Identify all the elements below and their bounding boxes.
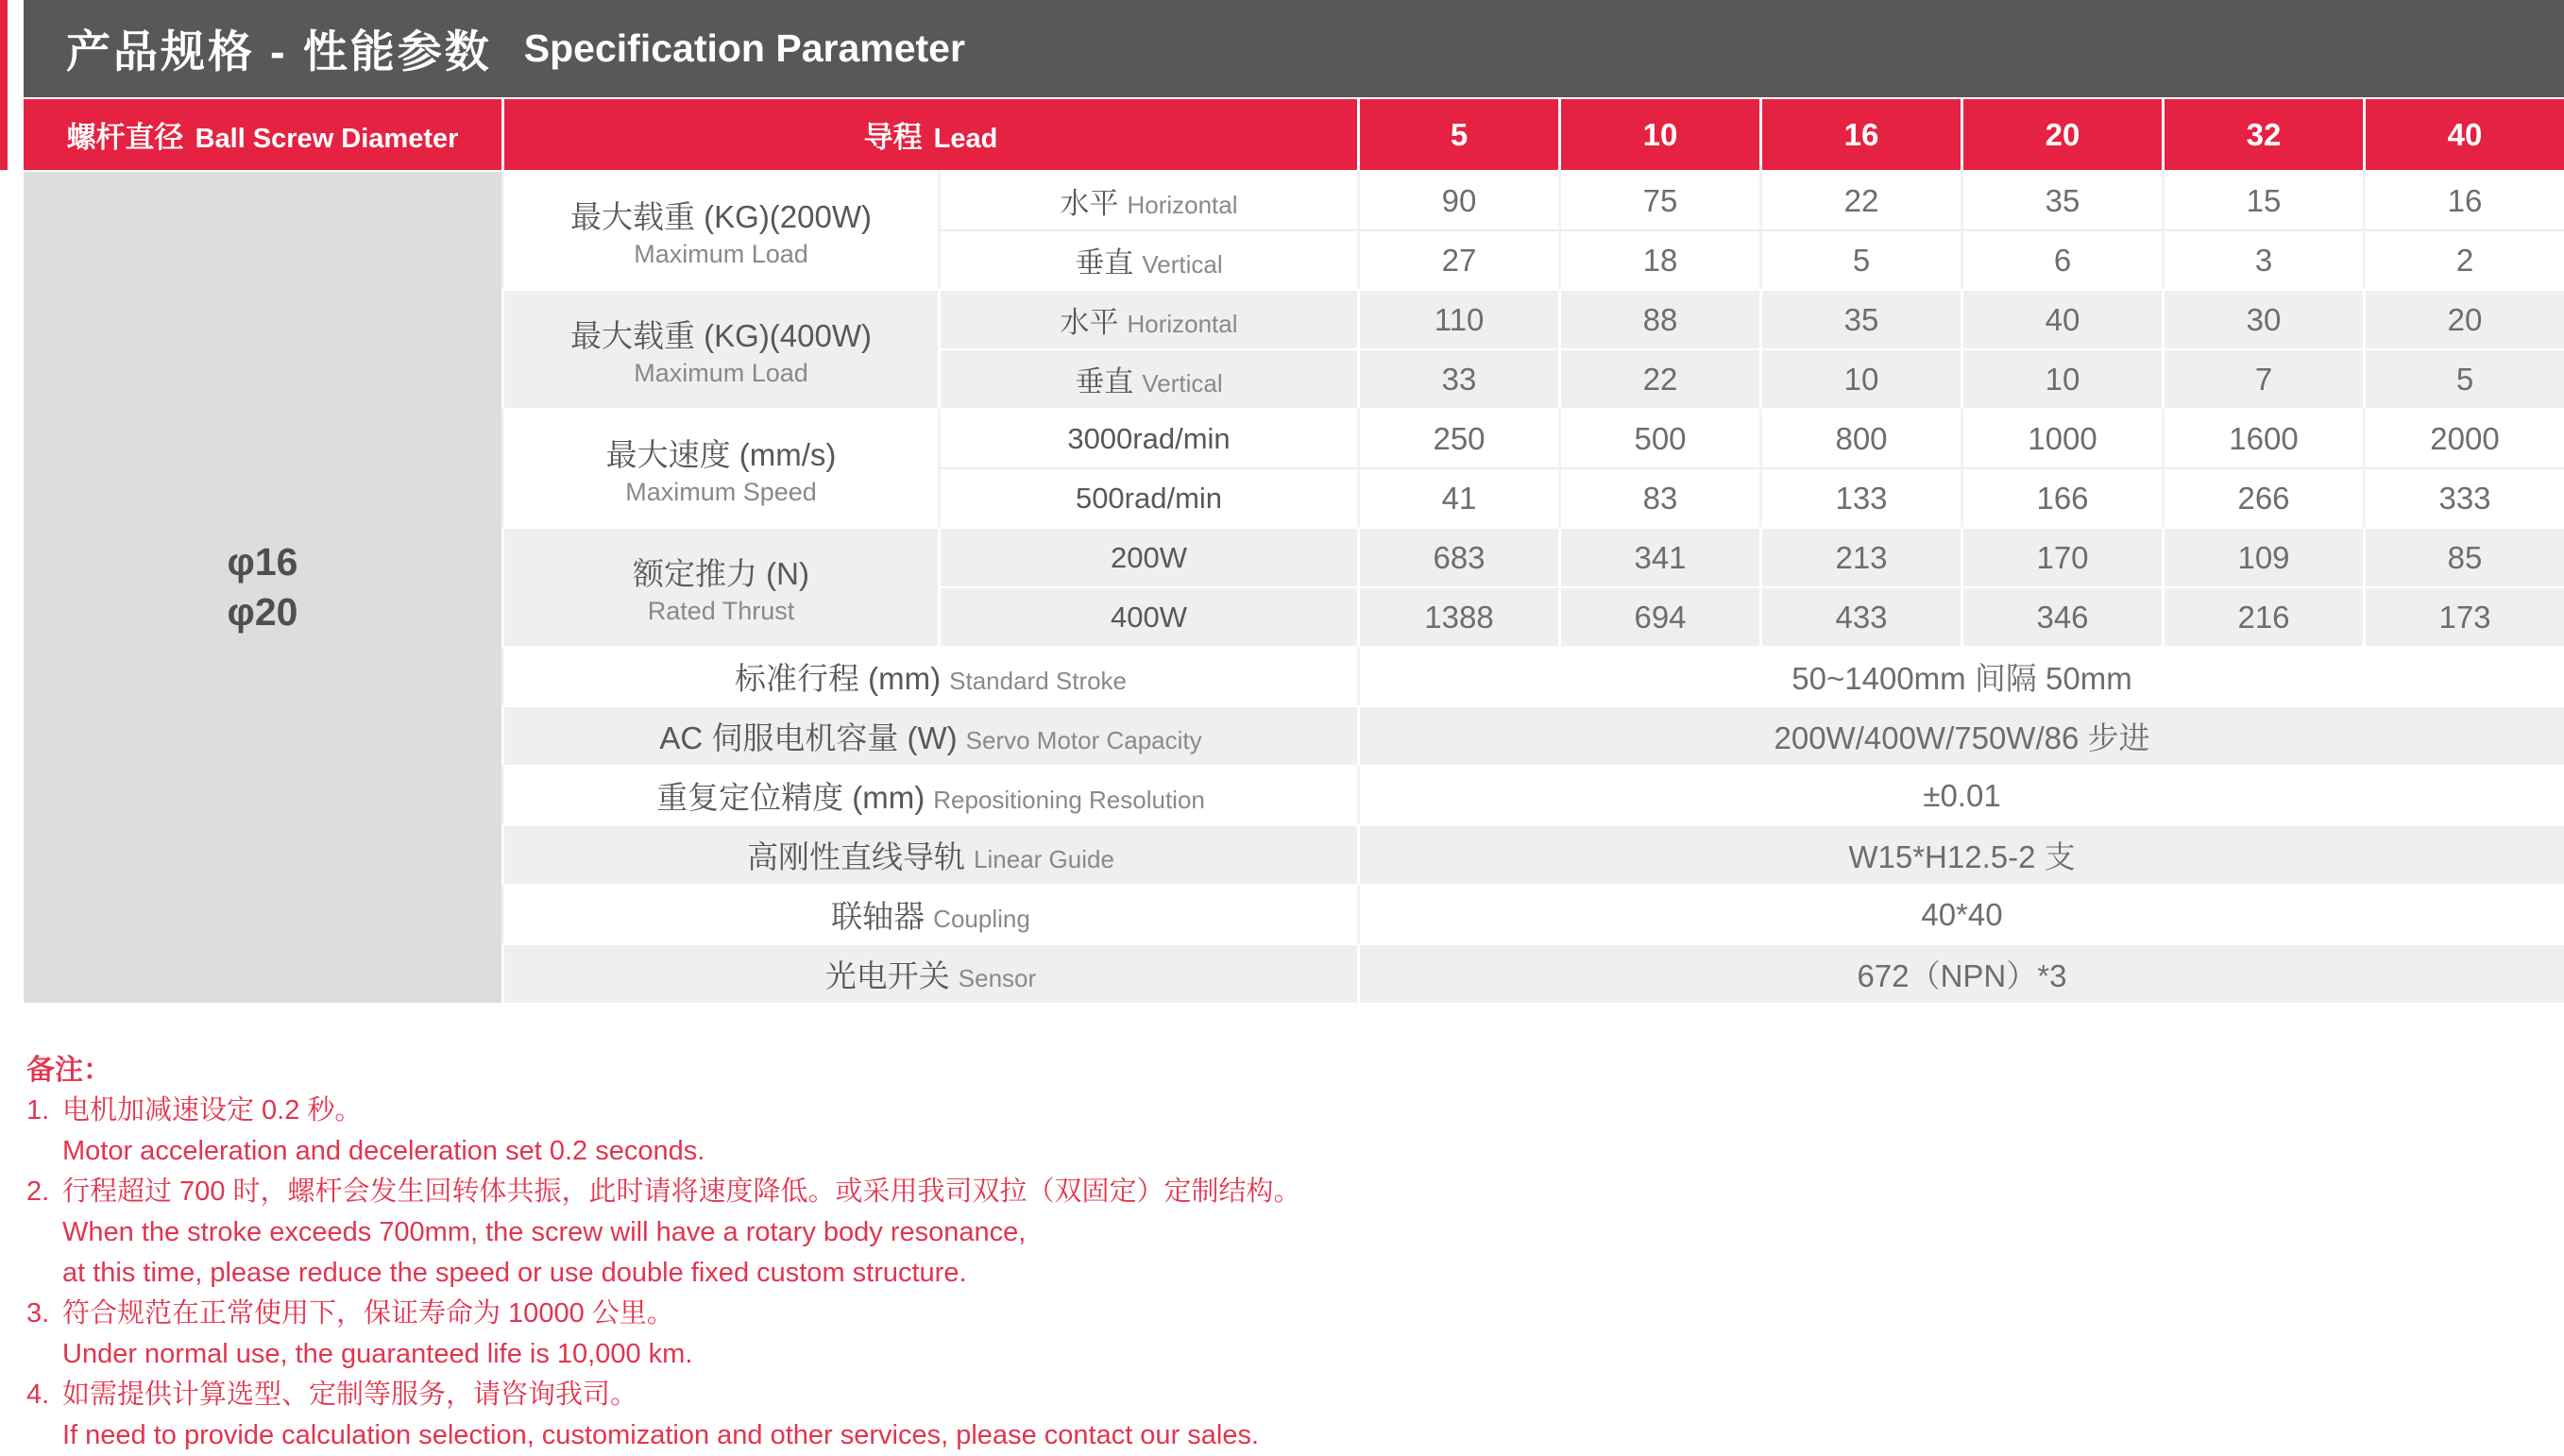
value-cell: 18 <box>1558 229 1759 289</box>
value-cell: 5 <box>2363 348 2564 408</box>
header-diameter-zh: 螺杆直径 <box>66 121 184 154</box>
merged-value-cell: ±0.01 <box>1357 765 2564 824</box>
lead-col-header: 5 <box>1357 99 1558 170</box>
sub-label-zh: 水平 <box>1060 187 1119 220</box>
group-label-cell <box>501 408 938 527</box>
merged-label-en: Standard Stroke <box>949 667 1128 695</box>
sub-label-en: Horizontal <box>1127 310 1238 338</box>
merged-value-cell: 40*40 <box>1357 884 2564 943</box>
value-cell: 35 <box>1961 170 2162 229</box>
sub-label-cell <box>938 170 1357 229</box>
merged-label-cell <box>501 884 1357 943</box>
note-line-zh: 电机加减速设定 0.2 秒。 <box>62 1095 363 1126</box>
value-cell: 22 <box>1759 170 1961 229</box>
value-cell: 2000 <box>2363 408 2564 467</box>
note-number: 1. <box>26 1095 50 1126</box>
value-cell: 333 <box>2363 467 2564 527</box>
note-number: 4. <box>26 1380 50 1410</box>
value-cell: 41 <box>1357 467 1558 527</box>
value-cell: 800 <box>1759 408 1961 467</box>
lead-col-header: 10 <box>1558 99 1759 170</box>
note-body <box>62 1091 2564 1172</box>
table-header-row <box>24 99 2564 170</box>
group-label-cell <box>501 527 938 646</box>
sub-label-zh: 500rad/min <box>1075 481 1223 515</box>
sub-label-zh: 3000rad/min <box>1067 421 1231 455</box>
value-cell: 20 <box>2363 289 2564 348</box>
value-cell: 10 <box>1759 348 1961 408</box>
note-body <box>62 1294 2564 1375</box>
merged-label-zh: 光电开关 <box>824 958 950 993</box>
diameter-value: φ20 <box>227 590 298 634</box>
note-line-en: at this time, please reduce the speed or use double fixed custom structure. <box>62 1258 967 1288</box>
merged-label-en: Repositioning Resolution <box>933 786 1205 814</box>
value-cell: 346 <box>1961 586 2162 646</box>
header-diameter-en: Ball Screw Diameter <box>195 124 459 154</box>
value-cell: 433 <box>1759 586 1961 646</box>
value-cell: 266 <box>2162 467 2363 527</box>
note-line-en: Under normal use, the guaranteed life is 10,000 km. <box>62 1339 693 1369</box>
notes-section <box>26 1050 2564 1456</box>
note-item <box>26 1091 2564 1172</box>
group-label-en: Maximum Speed <box>625 477 817 506</box>
value-cell: 173 <box>2363 586 2564 646</box>
value-cell: 15 <box>2162 170 2363 229</box>
merged-label-zh: 高刚性直线导轨 <box>747 839 966 874</box>
value-cell: 109 <box>2162 527 2363 586</box>
value-cell: 30 <box>2162 289 2363 348</box>
spec-row <box>24 170 2564 229</box>
value-cell: 683 <box>1357 527 1558 586</box>
value-cell: 5 <box>1759 229 1961 289</box>
value-cell: 22 <box>1558 348 1759 408</box>
group-label-en: Maximum Load <box>634 239 808 268</box>
value-cell: 88 <box>1558 289 1759 348</box>
sub-label-cell <box>938 527 1357 586</box>
group-label-zh: 最大速度 (mm/s) <box>605 436 837 472</box>
value-cell: 1388 <box>1357 586 1558 646</box>
value-cell: 7 <box>2162 348 2363 408</box>
value-cell: 133 <box>1759 467 1961 527</box>
note-line-zh: 行程超过 700 时，螺杆会发生回转体共振，此时请将速度降低。或采用我司双拉（双固定）定制结构。 <box>62 1177 1301 1207</box>
diameter-value: φ16 <box>227 539 298 584</box>
sub-label-en: Vertical <box>1142 250 1223 279</box>
value-cell: 3 <box>2162 229 2363 289</box>
value-cell: 216 <box>2162 586 2363 646</box>
merged-label-cell <box>501 824 1357 884</box>
merged-value-cell: 200W/400W/750W/86 步进 <box>1357 705 2564 765</box>
merged-value-cell: W15*H12.5-2 支 <box>1357 824 2564 884</box>
merged-label-zh: AC 伺服电机容量 (W) <box>659 720 958 755</box>
value-cell: 250 <box>1357 408 1558 467</box>
note-line-en: When the stroke exceeds 700mm, the screw will have a rotary body resonance, <box>62 1217 1027 1247</box>
merged-label-cell <box>501 705 1357 765</box>
sub-label-cell <box>938 229 1357 289</box>
merged-value-cell: 672（NPN）*3 <box>1357 943 2564 1003</box>
group-label-zh: 最大载重 (KG)(400W) <box>569 317 872 353</box>
left-accent-bar <box>0 0 8 170</box>
group-label-cell <box>501 170 938 289</box>
lead-col-header: 32 <box>2162 99 2363 170</box>
note-body <box>62 1375 2564 1456</box>
sub-label-cell <box>938 467 1357 527</box>
lead-col-header: 20 <box>1961 99 2162 170</box>
merged-label-zh: 联轴器 <box>831 899 925 934</box>
merged-label-cell <box>501 646 1357 705</box>
note-line-en: If need to provide calculation selection, customization and other services, please contact our sales. <box>62 1420 1260 1450</box>
sub-label-en: Horizontal <box>1127 191 1238 219</box>
title-bar <box>24 0 2564 97</box>
group-label-en: Rated Thrust <box>647 596 795 625</box>
value-cell: 2 <box>2363 229 2564 289</box>
specification-table <box>24 99 2564 1003</box>
value-cell: 75 <box>1558 170 1759 229</box>
diameter-cell <box>24 170 501 1003</box>
merged-label-cell <box>501 765 1357 824</box>
sub-label-en: Vertical <box>1142 369 1223 398</box>
sub-label-cell <box>938 408 1357 467</box>
merged-value-cell: 50~1400mm 间隔 50mm <box>1357 646 2564 705</box>
value-cell: 6 <box>1961 229 2162 289</box>
merged-label-cell <box>501 943 1357 1003</box>
value-cell: 83 <box>1558 467 1759 527</box>
sub-label-zh: 垂直 <box>1075 246 1134 279</box>
value-cell: 40 <box>1961 289 2162 348</box>
note-item <box>26 1294 2564 1375</box>
header-lead-cell <box>501 99 1357 170</box>
sub-label-zh: 水平 <box>1060 306 1119 339</box>
lead-col-header: 40 <box>2363 99 2564 170</box>
sub-label-cell <box>938 289 1357 348</box>
note-number: 2. <box>26 1177 50 1207</box>
header-lead-en: Lead <box>933 124 998 154</box>
value-cell: 1600 <box>2162 408 2363 467</box>
value-cell: 213 <box>1759 527 1961 586</box>
sub-label-zh: 200W <box>1111 540 1187 574</box>
value-cell: 85 <box>2363 527 2564 586</box>
sub-label-zh: 400W <box>1111 600 1187 634</box>
merged-label-en: Coupling <box>933 905 1030 933</box>
note-line-zh: 符合规范在正常使用下，保证寿命为 10000 公里。 <box>62 1298 674 1329</box>
group-label-en: Maximum Load <box>634 358 808 387</box>
merged-label-en: Linear Guide <box>974 845 1114 873</box>
sub-label-cell <box>938 586 1357 646</box>
note-body <box>62 1172 2564 1294</box>
merged-label-en: Sensor <box>958 964 1037 992</box>
value-cell: 27 <box>1357 229 1558 289</box>
note-line-en: Motor acceleration and deceleration set 0.2 seconds. <box>62 1136 705 1166</box>
page-title-en: Specification Parameter <box>523 26 965 70</box>
group-label-zh: 最大载重 (KG)(200W) <box>569 198 872 234</box>
merged-label-zh: 重复定位精度 (mm) <box>656 780 925 815</box>
merged-label-en: Servo Motor Capacity <box>965 726 1202 754</box>
value-cell: 694 <box>1558 586 1759 646</box>
value-cell: 35 <box>1759 289 1961 348</box>
value-cell: 500 <box>1558 408 1759 467</box>
lead-col-header: 16 <box>1759 99 1961 170</box>
value-cell: 110 <box>1357 289 1558 348</box>
header-diameter-cell <box>24 99 501 170</box>
value-cell: 10 <box>1961 348 2162 408</box>
note-item <box>26 1172 2564 1294</box>
value-cell: 90 <box>1357 170 1558 229</box>
value-cell: 16 <box>2363 170 2564 229</box>
value-cell: 170 <box>1961 527 2162 586</box>
page-title-zh: 产品规格 - 性能参数 <box>66 26 492 76</box>
value-cell: 1000 <box>1961 408 2162 467</box>
header-lead-zh: 导程 <box>863 121 923 154</box>
value-cell: 341 <box>1558 527 1759 586</box>
note-item <box>26 1375 2564 1456</box>
sub-label-cell <box>938 348 1357 408</box>
value-cell: 33 <box>1357 348 1558 408</box>
notes-heading: 备注： <box>26 1055 111 1086</box>
group-label-zh: 额定推力 (N) <box>633 555 809 591</box>
merged-label-zh: 标准行程 (mm) <box>734 661 942 696</box>
group-label-cell <box>501 289 938 408</box>
sub-label-zh: 垂直 <box>1075 365 1134 398</box>
note-line-zh: 如需提供计算选型、定制等服务，请咨询我司。 <box>62 1380 638 1410</box>
note-number: 3. <box>26 1298 50 1329</box>
value-cell: 166 <box>1961 467 2162 527</box>
